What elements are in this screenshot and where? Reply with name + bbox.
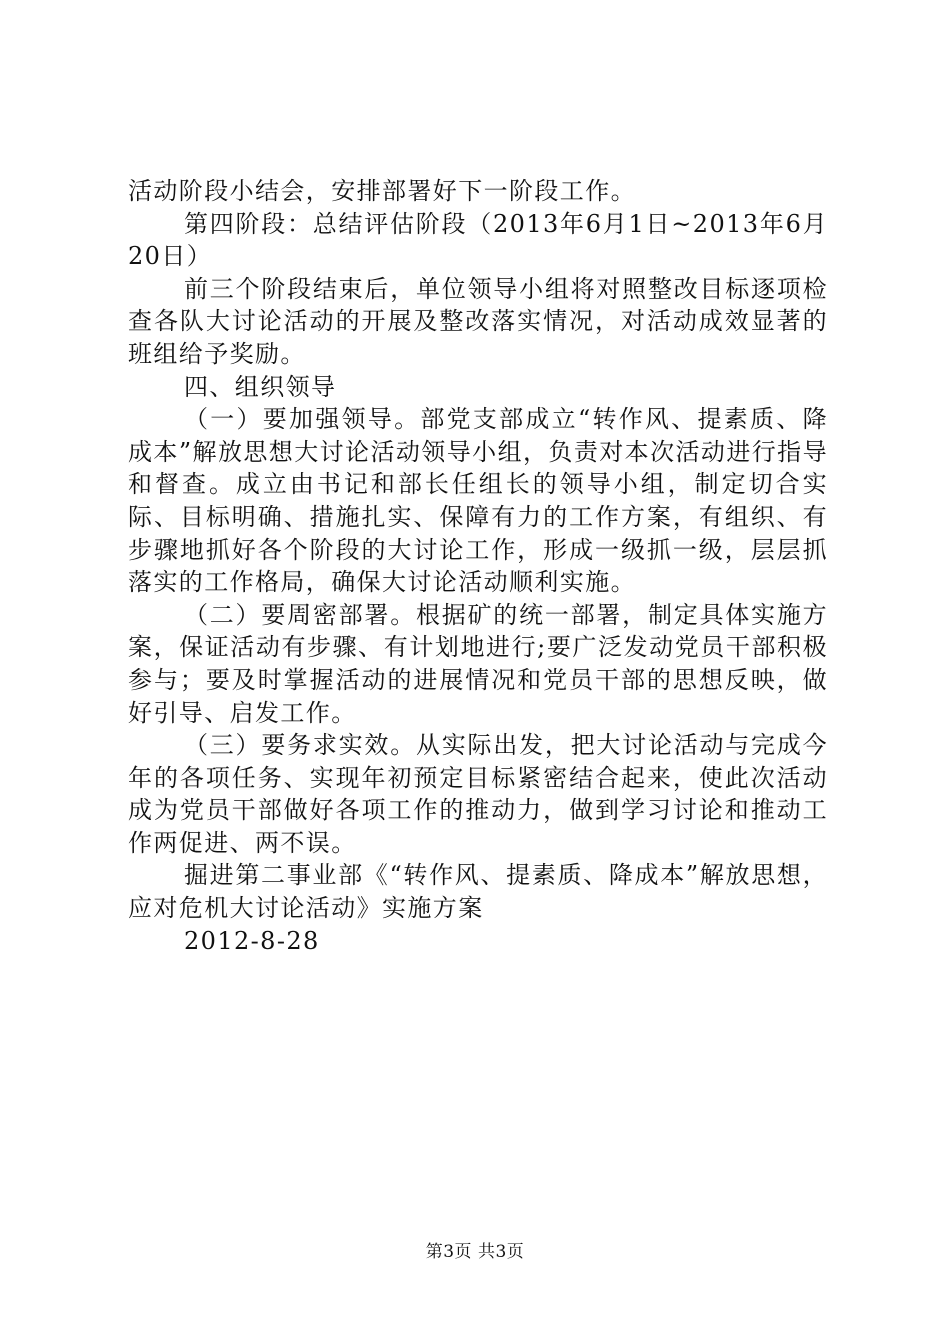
paragraph-stage-four: 第四阶段：总结评估阶段（2013年6月1日~2013年6月20日）	[128, 209, 828, 271]
paragraph-inspection: 前三个阶段结束后，单位领导小组将对照整改目标逐项检查各队大讨论活动的开展及整改落实情况，对活动成效显著的班组给予奖励。	[128, 274, 828, 368]
paragraph-effectiveness: （三）要务求实效。从实际出发，把大讨论活动与完成今年的各项任务、实现年初预定目标紧密结合起来，使此次活动成为党员干部做好各项工作的推动力，做到学习讨论和推动工作两促进、两不误。	[128, 731, 828, 857]
paragraph-stage-summary: 活动阶段小结会，安排部署好下一阶段工作。	[128, 177, 636, 205]
paragraph-leadership: （一）要加强领导。部党支部成立“转作风、提素质、降成本”解放思想大讨论活动领导小组，负责对本次活动进行指导和督查。成立由书记和部长任组长的领导小组，制定切合实际、目标明确、措施扎实、保障有力的工作方案，有组织、有步骤地抓好各个阶段的大讨论工作，形成一级抓一级，层层抓落实的工作格局，确保大讨论活动顺利实施。	[128, 405, 828, 597]
page-footer: 第3页 共3页	[425, 1242, 525, 1262]
section-heading-organization: 四、组织领导	[184, 372, 337, 401]
paragraph-deployment: （二）要周密部署。根据矿的统一部署，制定具体实施方案，保证活动有步骤、有计划地进行;要广泛发动党员干部积极参与；要及时掌握活动的进展情况和党员干部的思想反映，做好引导、启发工作。	[128, 600, 828, 727]
document-body	[128, 175, 828, 957]
document-date: 2012-8-28	[184, 926, 320, 955]
document-title-line: 掘进第二事业部《“转作风、提素质、降成本”解放思想，应对危机大讨论活动》实施方案	[128, 861, 828, 923]
